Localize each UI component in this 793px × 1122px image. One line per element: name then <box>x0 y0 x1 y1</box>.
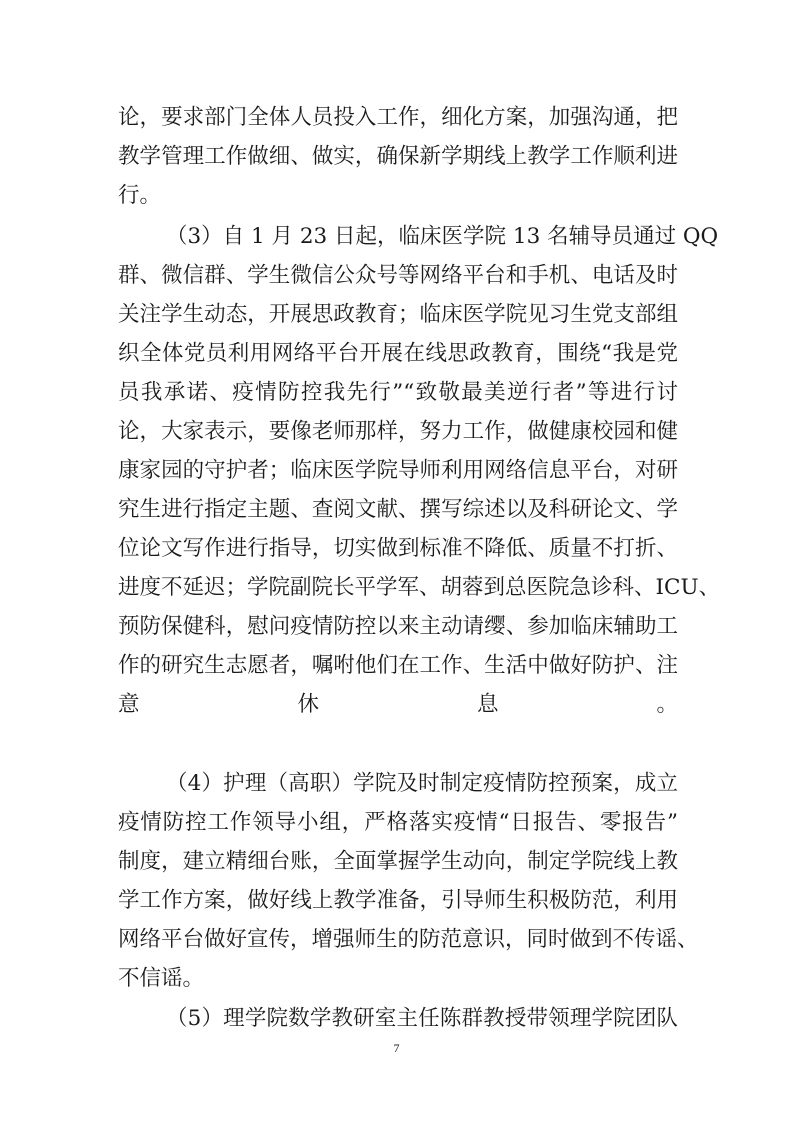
text-line: 疫情防控工作领导小组，严格落实疫情“日报告、零报告” <box>118 810 678 835</box>
text-line: 论，大家表示，要像老师那样，努力工作，做健康校园和健 <box>118 419 678 444</box>
text-line: 进度不延迟；学院副院长平学军、胡蓉到总医院急诊科、ICU、 <box>118 575 721 600</box>
text-line: 网络平台做好宣传，增强师生的防范意识，同时做到不传谣、 <box>118 927 699 952</box>
paragraph-first-line: （5）理学院数学教研室主任陈群教授带领理学院团队 <box>166 1006 678 1031</box>
text-line: 学工作方案，做好线上教学准备，引导师生积极防范，利用 <box>118 888 678 913</box>
text-line: 意休息。 <box>118 692 678 717</box>
text-line: 制度，建立精细台账，全面掌握学生动向，制定学院线上教 <box>118 849 678 874</box>
paragraph-first-line: （4）护理（高职）学院及时制定疫情防控预案，成立 <box>166 771 678 796</box>
text-line: 预防保健科，慰问疫情防控以来主动请缨、参加临床辅助工 <box>118 614 678 639</box>
text-line: 究生进行指定主题、查阅文献、撰写综述以及科研论文、学 <box>118 497 678 522</box>
page-number: 7 <box>393 1041 400 1055</box>
text-line: 行。 <box>118 183 162 208</box>
text-line: 论，要求部门全体人员投入工作，细化方案，加强沟通，把 <box>118 105 678 130</box>
text-line: 不信谣。 <box>118 966 205 991</box>
text-line: 教学管理工作做细、做实，确保新学期线上教学工作顺利进 <box>118 144 678 169</box>
paragraph-first-line: （3）自 1 月 23 日起，临床医学院 13 名辅导员通过 QQ <box>166 224 719 249</box>
text-line: 关注学生动态，开展思政教育；临床医学院见习生党支部组 <box>118 302 678 327</box>
text-line: 群、微信群、学生微信公众号等网络平台和手机、电话及时 <box>118 263 678 288</box>
text-line: 位论文写作进行指导，切实做到标准不降低、质量不打折、 <box>118 536 678 561</box>
text-line: 织全体党员利用网络平台开展在线思政教育，围绕“我是党 <box>118 341 678 366</box>
text-line: 作的研究生志愿者，嘱咐他们在工作、生活中做好防护、注 <box>118 653 678 678</box>
text-line: 康家园的守护者；临床医学院导师利用网络信息平台，对研 <box>118 458 678 483</box>
text-line: 员我承诺、疫情防控我先行”“致敬最美逆行者”等进行讨 <box>118 380 678 405</box>
